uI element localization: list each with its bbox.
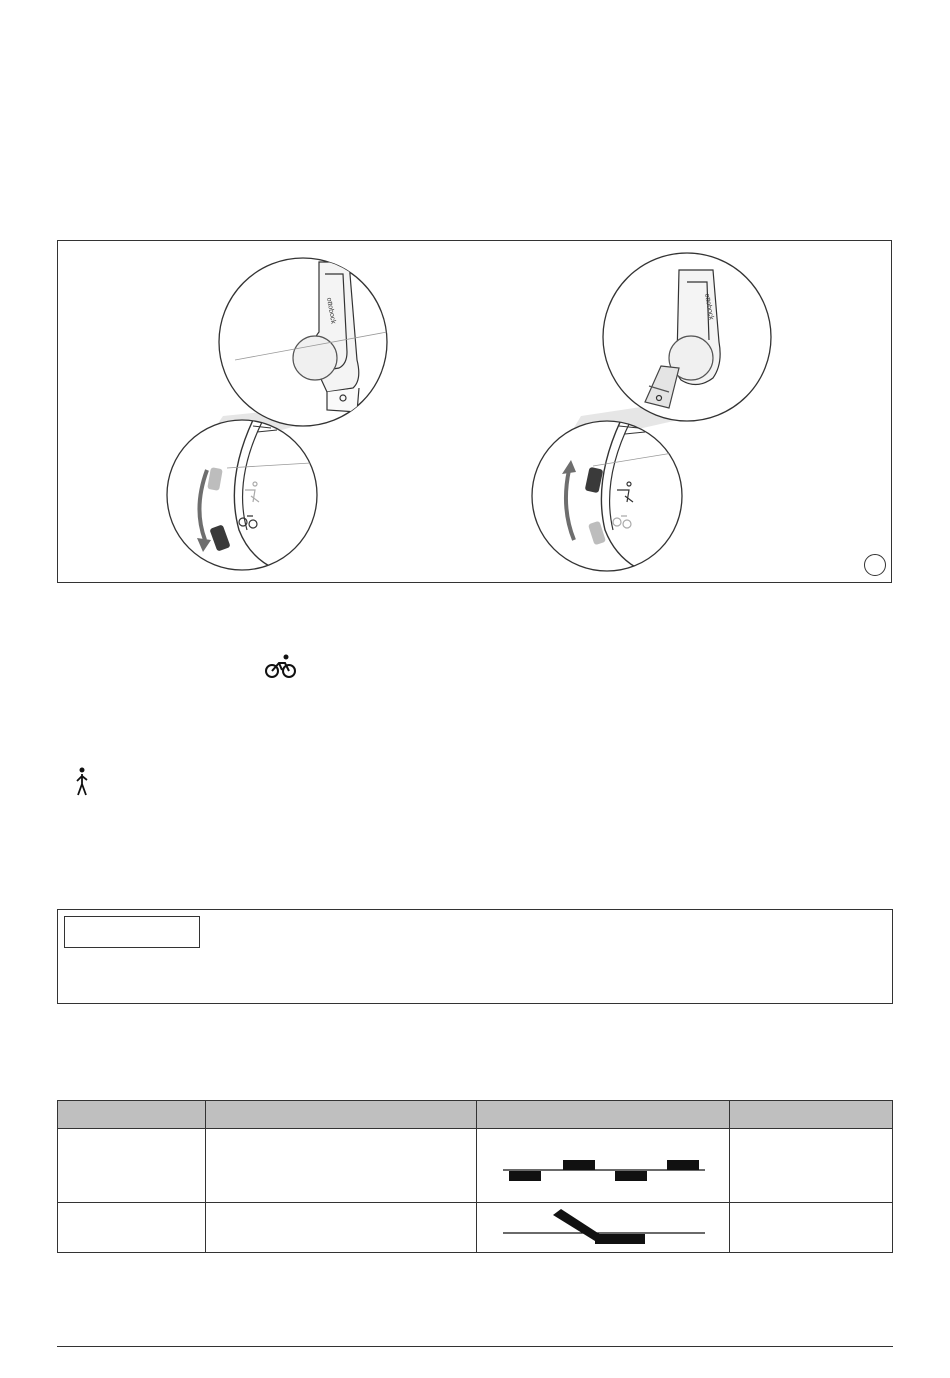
angled-block-diagram (483, 1203, 723, 1249)
footer-rule (57, 1346, 893, 1347)
knee-joint-illustration (57, 240, 892, 583)
table-header-cell (730, 1101, 893, 1129)
table-cell-diagram (477, 1129, 730, 1203)
table-cell-diagram (477, 1203, 730, 1253)
alternating-blocks-diagram (483, 1139, 723, 1189)
table-cell (205, 1203, 477, 1253)
table-row (58, 1203, 893, 1253)
table-header-cell (205, 1101, 477, 1129)
table-header-cell (477, 1101, 730, 1129)
table-cell (58, 1129, 206, 1203)
joint-detail-right (603, 253, 771, 421)
walking-mode-icon (72, 767, 92, 797)
table-cell (730, 1203, 893, 1253)
table-row (58, 1129, 893, 1203)
table-cell (730, 1129, 893, 1203)
notice-label (64, 916, 200, 948)
table-cell (58, 1203, 206, 1253)
joint-detail-left (219, 258, 387, 426)
mode-switch-detail-right (532, 420, 691, 576)
figure-number (864, 554, 886, 576)
table-header-cell (58, 1101, 206, 1129)
cycling-mode-icon (264, 654, 298, 680)
table-header-row (58, 1101, 893, 1129)
data-table (57, 1100, 893, 1253)
table-cell (205, 1129, 477, 1203)
brand-mark: ottobock (325, 297, 337, 325)
brand-mark-right: ottobock (703, 293, 715, 321)
mode-switch-detail-left (167, 420, 327, 575)
